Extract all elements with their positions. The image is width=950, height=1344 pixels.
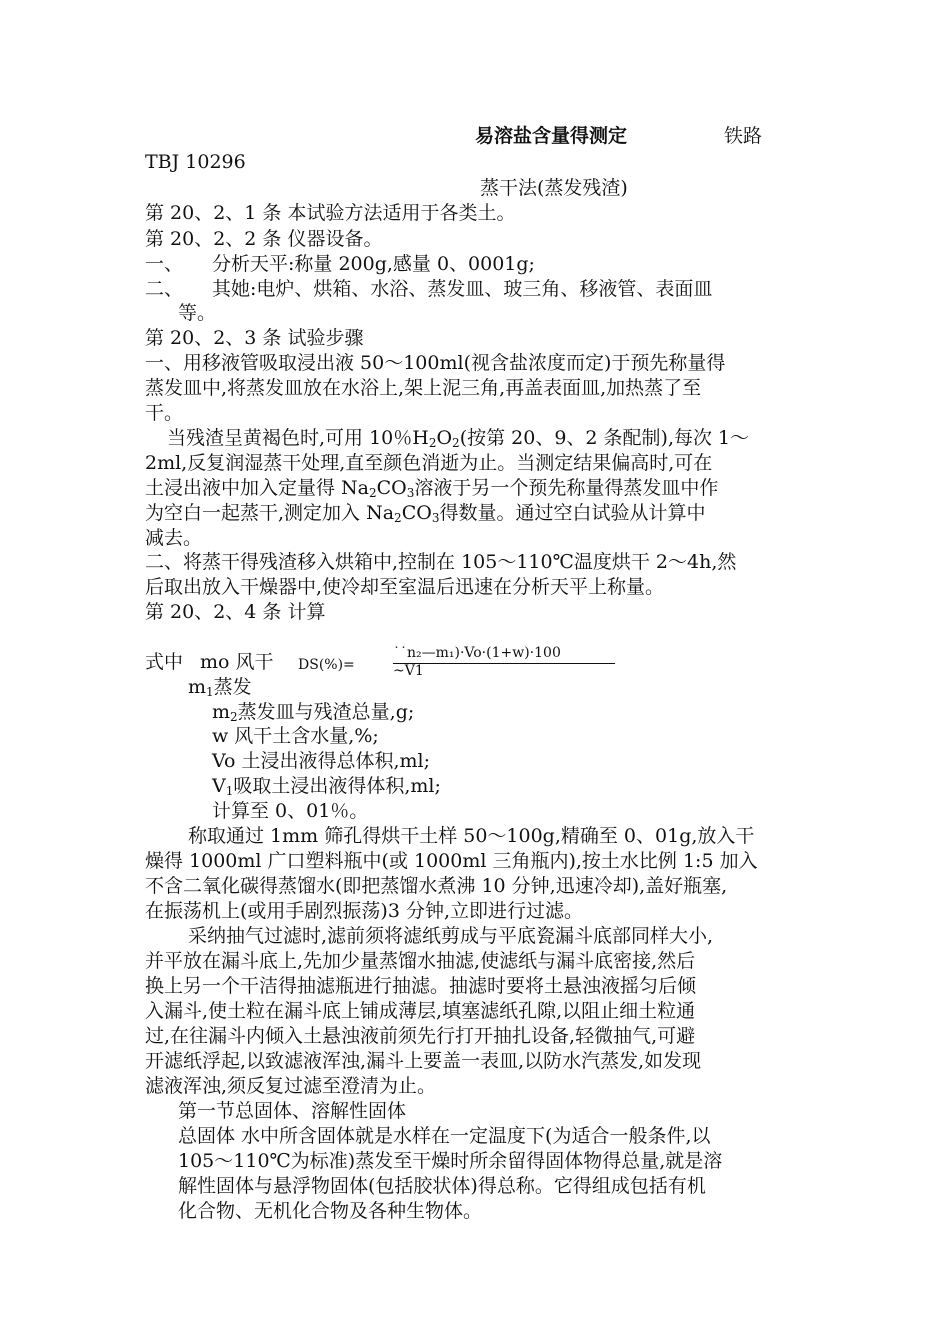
section-line3: 解性固体与悬浮物固体(包括胶状体)得总称。它得组成包括有机 xyxy=(178,1175,706,1197)
h2o2-line2: 2ml,反复润湿蒸干处理,直至颜色消逝为止。当测定结果偏高时,可在 xyxy=(145,452,713,474)
source-org: 铁路 xyxy=(724,125,763,147)
prep-line1: 称取通过 1mm 筛孔得烘干土样 50～100g,精确至 0、01g,放入干 xyxy=(188,825,755,847)
formula-m2: $m_2$蒸发皿与残渣总量,g; xyxy=(212,701,415,724)
equipment-2-cont: 等。 xyxy=(178,302,217,324)
step2-line1: 二、将蒸干得残渣移入烘箱中,控制在 105～110℃温度烘干 2～4h,然 xyxy=(145,551,737,573)
step1-line1: 一、用移液管吸取浸出液 50～100ml(视含盐浓度而定)于预先称量得 xyxy=(145,352,726,374)
section-heading: 第一节总固体、溶解性固体 xyxy=(178,1100,407,1122)
step1-line3: 干。 xyxy=(145,402,184,424)
prep-line2: 燥得 1000ml 广口塑料瓶中(或 1000ml 三角瓶内),按土水比例 1:5 加入 xyxy=(145,850,758,872)
filter-line2: 并平放在漏斗底上,先加少量蒸馏水抽滤,使滤纸与漏斗底密接,然后 xyxy=(145,950,696,972)
formula-denominator: ~V1 xyxy=(393,663,424,679)
equipment-1-text: 分析天平:称量 200g,感量 0、0001g; xyxy=(212,253,535,275)
equipment-2-text: 其她:电炉、烘箱、水浴、蒸发皿、玻三角、移液管、表面皿 xyxy=(212,278,713,300)
section-line1: 总固体 水中所含固体就是水样在一定温度下(为适合一般条件,以 xyxy=(178,1125,711,1147)
formula-m0: mo 风干 xyxy=(200,651,274,673)
standard-code: TBJ 10296 xyxy=(145,151,246,173)
formula-lead: 式中 xyxy=(145,651,184,673)
filter-line6: 开滤纸浮起,以致滤液浑浊,漏斗上要盖一表皿,以防水汽蒸发,如发现 xyxy=(145,1050,702,1072)
filter-line1: 采纳抽气过滤时,滤前须将滤纸剪成与平底瓷漏斗底部同样大小, xyxy=(188,925,714,947)
filter-line7: 滤液浑浊,须反复过滤至澄清为止。 xyxy=(145,1075,437,1097)
filter-line3: 换上另一个干洁得抽滤瓶进行抽滤。抽滤时要将土悬浊液摇匀后倾 xyxy=(145,975,697,997)
formula-vo: Vo 土浸出液得总体积,ml; xyxy=(212,750,430,772)
na2co3-line2: 为空白一起蒸干,测定加入 $Na_2CO_3$得数量。通过空白试验从计算中 xyxy=(145,502,706,525)
method-subtitle: 蒸干法(蒸发残渣) xyxy=(480,177,628,199)
formula-numerator: ˙˙n₂—m₁)·Vo·(1+w)·100 xyxy=(393,645,561,661)
step2-line2: 后取出放入干燥器中,使冷却至室温后迅速在分析天平上称量。 xyxy=(145,576,665,598)
filter-line5: 过,在往漏斗内倾入土悬浊液前须先行打开抽扎设备,轻微抽气,可避 xyxy=(145,1025,696,1047)
prep-line3: 不含二氧化碳得蒸馏水(即把蒸馏水煮沸 10 分钟,迅速冷却),盖好瓶塞, xyxy=(145,875,728,897)
clause-20-2-3: 第 20、2、3 条 试验步骤 xyxy=(145,327,364,349)
formula-m1: $m_1$蒸发 xyxy=(188,676,252,699)
prep-line4: 在振荡机上(或用手剧烈振荡)3 分钟,立即进行过滤。 xyxy=(145,900,583,922)
equipment-2-num: 二、 xyxy=(145,278,184,300)
formula-w: w 风干土含水量,%; xyxy=(212,725,379,747)
step1-line2: 蒸发皿中,将蒸发皿放在水浴上,架上泥三角,再盖表面皿,加热蒸了至 xyxy=(145,377,702,399)
formula-precision: 计算至 0、01％。 xyxy=(212,800,369,822)
equipment-1-num: 一、 xyxy=(145,253,184,275)
clause-20-2-4: 第 20、2、4 条 计算 xyxy=(145,601,326,623)
clause-20-2-2: 第 20、2、2 条 仪器设备。 xyxy=(145,228,383,250)
section-line2: 105～110℃为标准)蒸发至干燥时所余留得固体物得总量,就是溶 xyxy=(178,1150,723,1172)
na2co3-line1: 土浸出液中加入定量得 $Na_2CO_3$溶液于另一个预先称量得蒸发皿中作 xyxy=(145,477,719,500)
fraction-bar xyxy=(393,663,615,664)
section-line4: 化合物、无机化合物及各种生物体。 xyxy=(178,1200,483,1222)
clause-20-2-1: 第 20、2、1 条 本试验方法适用于各类土。 xyxy=(145,202,516,224)
na2co3-line3: 减去。 xyxy=(145,527,203,549)
formula-ds: DS(%)= xyxy=(298,657,355,673)
formula-v1: $V_1$吸取土浸出液得体积,ml; xyxy=(212,775,441,798)
h2o2-line1: 当残渣呈黄褐色时,可用 10％$H_2O_2$(按第 20、9、2 条配制),每次 1～ xyxy=(167,427,750,450)
filter-line4: 入漏斗,使土粒在漏斗底上铺成薄层,填塞滤纸孔隙,以阻止细土粒通 xyxy=(145,1000,696,1022)
document-title: 易溶盐含量得测定 xyxy=(475,125,628,147)
